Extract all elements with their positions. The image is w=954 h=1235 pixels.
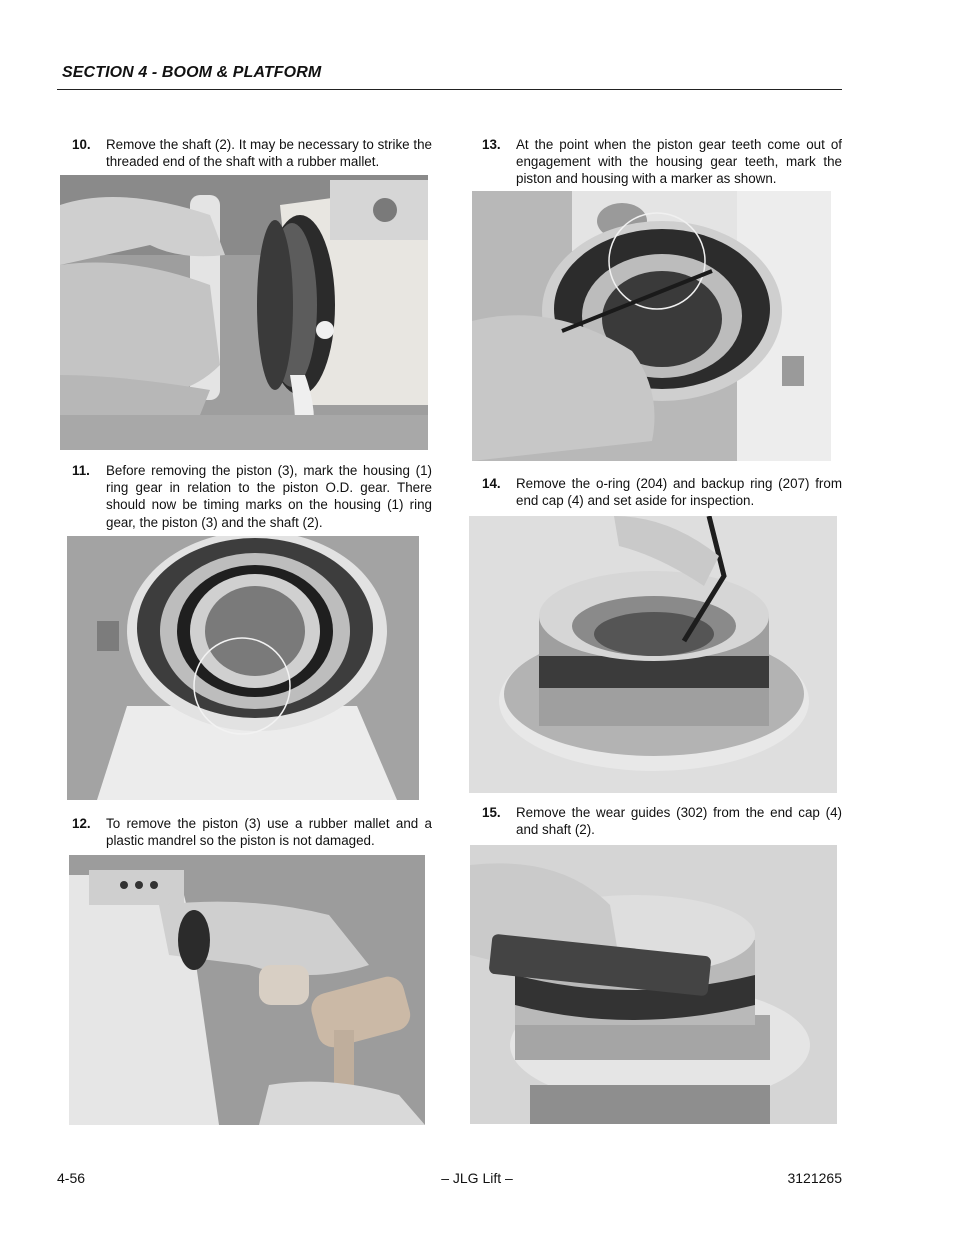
step-text: Remove the o-ring (204) and backup ring (207) from end cap (4) and set aside for inspection. (516, 476, 842, 509)
section-title: SECTION 4 - BOOM & PLATFORM (62, 64, 322, 81)
step-number: 15. (482, 805, 501, 820)
footer-publisher: – JLG Lift – (441, 1170, 513, 1186)
photo-wear-guides (470, 845, 837, 1124)
step-13 (482, 136, 842, 188)
step-12 (72, 815, 432, 849)
photo-oring-removal (469, 516, 837, 793)
step-text: Remove the wear guides (302) from the end cap (4) and shaft (2). (516, 805, 842, 838)
step-14 (482, 475, 842, 509)
document-number: 3121265 (787, 1170, 842, 1186)
photo-timing-marks (67, 536, 419, 800)
step-10 (72, 136, 432, 170)
step-text: At the point when the piston gear teeth come out of engagement with the housing gear teeth, mark the piston and housing with a marker as shown. (516, 137, 842, 187)
step-number: 14. (482, 476, 501, 491)
photo-rubber-mallet (69, 855, 425, 1125)
step-number: 10. (72, 137, 91, 152)
photo-marker-piston (472, 191, 831, 461)
step-number: 13. (482, 137, 501, 152)
step-text: Remove the shaft (2). It may be necessary to strike the threaded end of the shaft with a rubber mallet. (106, 137, 432, 170)
step-15 (482, 804, 842, 838)
step-text: Before removing the piston (3), mark the housing (1) ring gear in relation to the piston O.D. gear. There should now be timing marks on the housing (1) ring gear, the piston (3) and the shaft (2). (106, 463, 432, 530)
step-number: 11. (72, 463, 90, 478)
step-11 (72, 462, 432, 531)
photo-remove-shaft (60, 175, 428, 450)
step-text: To remove the piston (3) use a rubber mallet and a plastic mandrel so the piston is not damaged. (106, 816, 432, 849)
page-number: 4-56 (57, 1170, 86, 1186)
step-number: 12. (72, 816, 91, 831)
header-divider (57, 89, 842, 90)
